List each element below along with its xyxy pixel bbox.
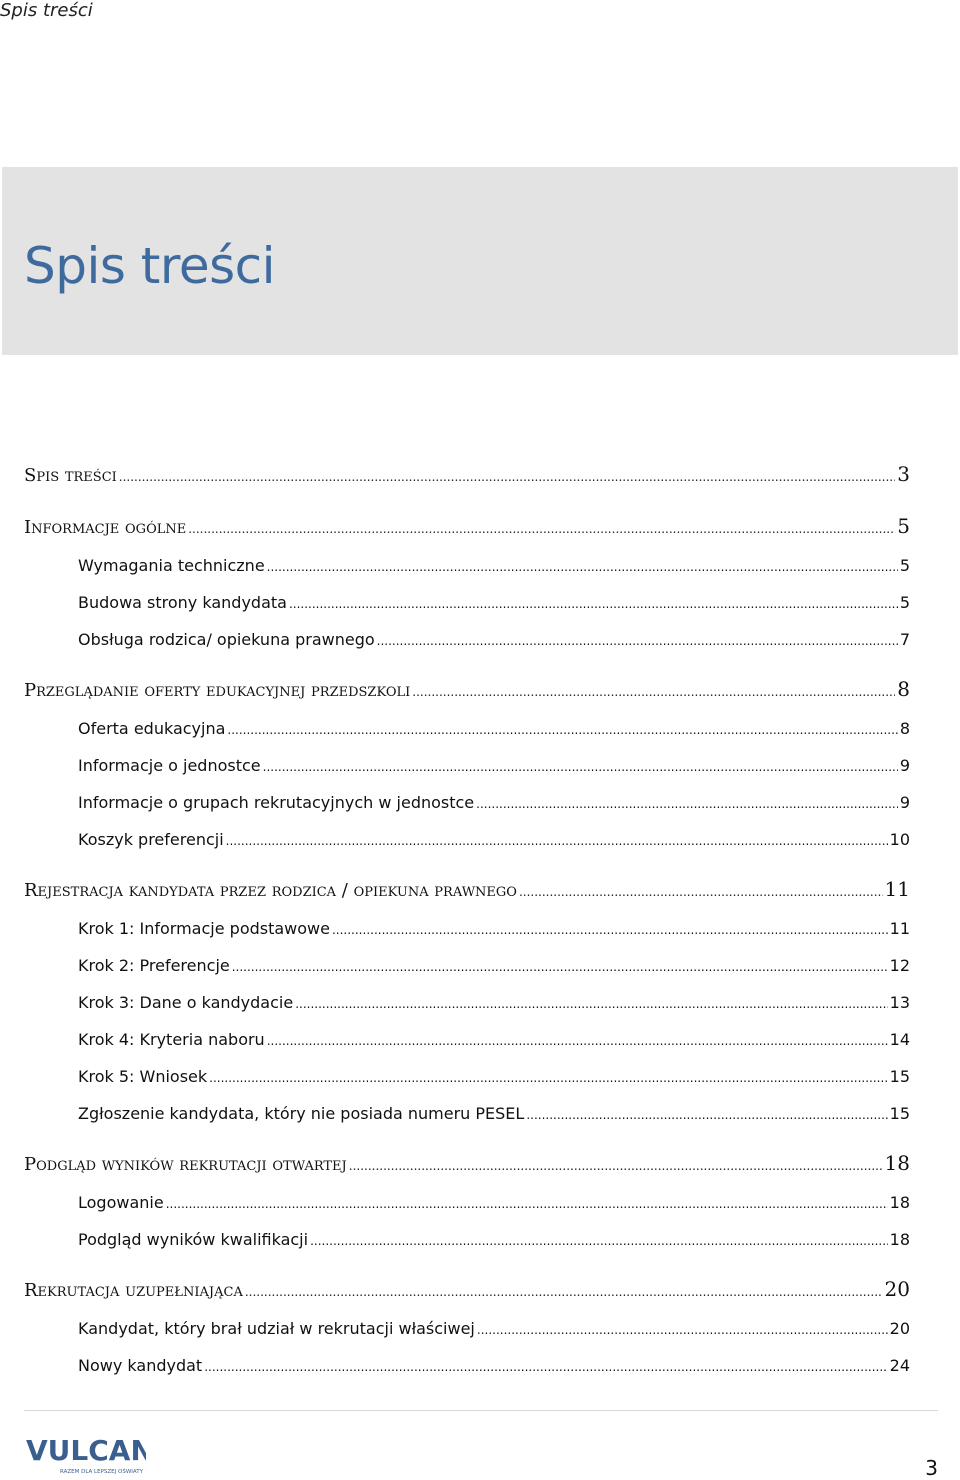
toc-entry-label: Krok 1: Informacje podstawowe	[78, 919, 330, 938]
toc-subsection-entry[interactable]	[24, 1058, 910, 1095]
toc-entry-label: Krok 5: Wniosek	[78, 1067, 208, 1086]
toc-subsection-entry[interactable]	[24, 1184, 910, 1221]
toc-entry-label: Logowanie	[78, 1193, 164, 1212]
toc-page-number: 14	[889, 1030, 910, 1049]
toc-page-number: 11	[884, 877, 910, 901]
toc-dot-leader	[166, 1186, 888, 1223]
logo-tagline: RAZEM DLA LEPSZEJ OŚWIATY	[60, 1469, 143, 1475]
toc-dot-leader	[232, 949, 888, 986]
toc-dot-leader	[310, 1223, 888, 1260]
toc-page-number: 20	[889, 1319, 910, 1338]
toc-subsection-entry[interactable]	[24, 984, 910, 1021]
toc-entry-label: Krok 4: Kryteria naboru	[78, 1030, 265, 1049]
toc-section-entry[interactable]	[24, 453, 910, 495]
toc-subsection-entry[interactable]	[24, 547, 910, 584]
toc-subsection-entry[interactable]	[24, 910, 910, 947]
toc-page-number: 5	[897, 514, 910, 538]
toc-entry-label: Wymagania techniczne	[78, 556, 265, 575]
vulcan-logo-graphic	[26, 1432, 146, 1476]
toc-entry-label: Zgłoszenie kandydata, który nie posiada numeru PESEL	[78, 1104, 525, 1123]
footer-divider	[24, 1410, 938, 1411]
toc-entry-label: Nowy kandydat	[78, 1356, 203, 1375]
toc-section-entry[interactable]	[24, 505, 910, 547]
toc-subsection-entry[interactable]	[24, 1021, 910, 1058]
toc-section-entry[interactable]	[24, 668, 910, 710]
toc-dot-leader	[349, 1145, 883, 1187]
toc-dot-leader	[377, 623, 898, 660]
toc-dot-leader	[263, 749, 898, 786]
toc-dot-leader	[209, 1060, 887, 1097]
table-of-contents	[24, 443, 910, 1384]
toc-entry-label: Krok 2: Preferencje	[78, 956, 230, 975]
toc-dot-leader	[476, 786, 898, 823]
page-number: 3	[925, 1456, 938, 1480]
toc-entry-label: Kandydat, który brał udział w rekrutacji właściwej	[78, 1319, 475, 1338]
toc-page-number: 13	[889, 993, 910, 1012]
toc-subsection-entry[interactable]	[24, 947, 910, 984]
toc-subsection-entry[interactable]	[24, 584, 910, 621]
toc-dot-leader	[526, 1097, 887, 1134]
toc-dot-leader	[119, 456, 895, 498]
toc-entry-label: Informacje o grupach rekrutacyjnych w jednostce	[78, 793, 475, 812]
toc-entry-label: Obsługa rodzica/ opiekuna prawnego	[78, 630, 375, 649]
toc-entry-label: Krok 3: Dane o kandydacie	[78, 993, 294, 1012]
toc-entry-label: Przeglądanie oferty edukacyjnej przedszkoli	[24, 680, 411, 701]
toc-subsection-entry[interactable]	[24, 1221, 910, 1258]
toc-page-number: 9	[899, 793, 910, 812]
toc-subsection-entry[interactable]	[24, 1347, 910, 1384]
toc-entry-label: Podgląd wyników kwalifikacji	[78, 1230, 309, 1249]
toc-dot-leader	[227, 712, 897, 749]
toc-page-number: 12	[889, 956, 910, 975]
toc-dot-leader	[188, 508, 895, 550]
toc-section-entry[interactable]	[24, 868, 910, 910]
toc-dot-leader	[332, 912, 888, 949]
toc-dot-leader	[519, 871, 883, 913]
toc-page-number: 15	[889, 1067, 910, 1086]
toc-dot-leader	[477, 1312, 888, 1349]
toc-subsection-entry[interactable]	[24, 1310, 910, 1347]
toc-page-number: 7	[899, 630, 910, 649]
toc-entry-label: Rekrutacja uzupełniająca	[24, 1280, 243, 1301]
toc-page-number: 20	[884, 1277, 910, 1301]
toc-page-number: 11	[889, 919, 910, 938]
toc-entry-label: Koszyk preferencji	[78, 830, 224, 849]
toc-dot-leader	[245, 1271, 883, 1313]
toc-subsection-entry[interactable]	[24, 821, 910, 858]
toc-page-number: 5	[899, 593, 910, 612]
toc-page-number: 18	[884, 1151, 910, 1175]
toc-page-number: 8	[899, 719, 910, 738]
vulcan-logo	[26, 1432, 146, 1476]
toc-dot-leader	[204, 1349, 887, 1386]
logo-wordmark: VULCAN	[26, 1434, 146, 1467]
toc-subsection-entry[interactable]	[24, 621, 910, 658]
toc-subsection-entry[interactable]	[24, 1095, 910, 1132]
toc-subsection-entry[interactable]	[24, 710, 910, 747]
toc-dot-leader	[267, 549, 898, 586]
toc-page-number: 9	[899, 756, 910, 775]
toc-dot-leader	[289, 586, 898, 623]
running-header: Spis treści	[0, 0, 93, 21]
toc-dot-leader	[267, 1023, 888, 1060]
toc-page-number: 15	[889, 1104, 910, 1123]
toc-section-entry[interactable]	[24, 1268, 910, 1310]
title-band	[2, 167, 958, 355]
toc-entry-label: Oferta edukacyjna	[78, 719, 226, 738]
toc-page-number: 5	[899, 556, 910, 575]
toc-section-entry[interactable]	[24, 1142, 910, 1184]
toc-subsection-entry[interactable]	[24, 784, 910, 821]
toc-entry-label: Informacje o jednostce	[78, 756, 261, 775]
toc-subsection-entry[interactable]	[24, 747, 910, 784]
toc-entry-label: Informacje ogólne	[24, 517, 187, 538]
page-title: Spis treści	[24, 237, 276, 295]
toc-page-number: 18	[889, 1230, 910, 1249]
toc-entry-label: Rejestracja kandydata przez rodzica / opiekuna prawnego	[24, 880, 517, 901]
toc-entry-label: Spis treści	[24, 465, 117, 486]
toc-page-number: 10	[889, 830, 910, 849]
toc-entry-label: Budowa strony kandydata	[78, 593, 287, 612]
toc-page-number: 24	[889, 1356, 910, 1375]
toc-entry-label: Podgląd wyników rekrutacji otwartej	[24, 1154, 347, 1175]
toc-page-number: 8	[897, 677, 910, 701]
toc-dot-leader	[412, 671, 895, 713]
toc-page-number: 18	[889, 1193, 910, 1212]
toc-dot-leader	[226, 823, 888, 860]
toc-page-number: 3	[897, 462, 910, 486]
toc-dot-leader	[295, 986, 887, 1023]
